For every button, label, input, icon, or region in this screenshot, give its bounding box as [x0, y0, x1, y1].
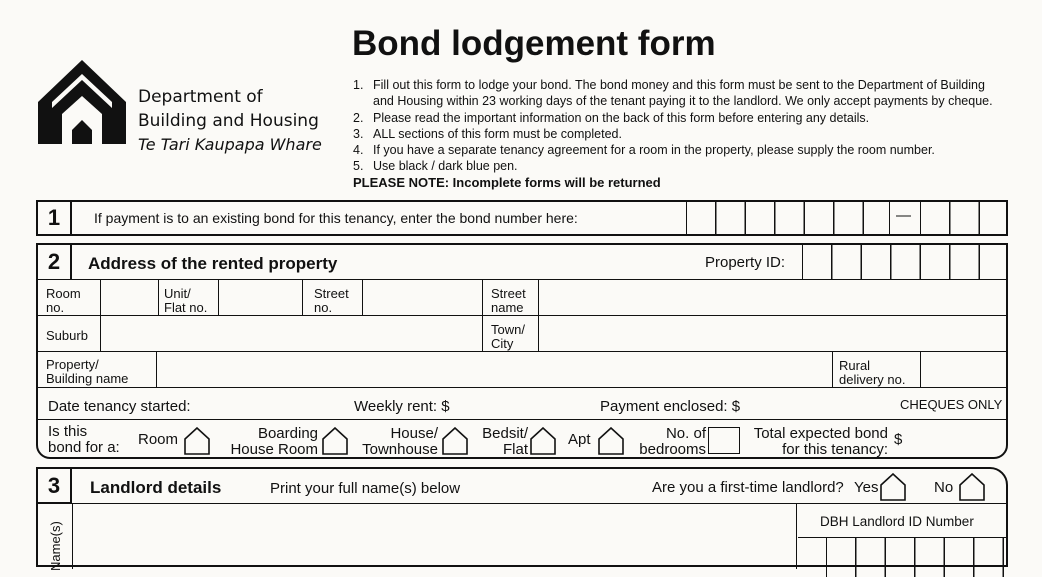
unit-flat-label: Unit/ Flat no. [164, 286, 208, 315]
no-label: No [934, 479, 954, 496]
option-apt-label: Apt [568, 431, 591, 448]
dbh-logo [36, 58, 128, 144]
bedrooms-label: No. of bedrooms [639, 425, 706, 458]
names-side-label: Name(s) [48, 521, 63, 571]
bedsit-checkbox-house-icon[interactable] [530, 427, 556, 455]
section-2-heading: Address of the rented property [88, 254, 338, 273]
first-time-landlord-label: Are you a first-time landlord? [652, 479, 844, 496]
yes-label: Yes [854, 479, 879, 496]
property-building-label: Property/ Building name [46, 357, 129, 386]
bedrooms-input-box[interactable] [708, 427, 740, 454]
existing-bond-label: If payment is to an existing bond for this tenancy, enter the bond number here: [94, 210, 578, 226]
payment-enclosed-label: Payment enclosed: $ [600, 398, 741, 415]
instruction-item: 2. Please read the important information on the back of this form before entering any details. [353, 110, 870, 125]
town-city-label: Town/ City [491, 322, 525, 351]
dbh-house-logo-icon [36, 58, 128, 144]
bond-number-boxes[interactable] [686, 202, 890, 234]
section-2 [36, 243, 1008, 459]
instruction-item: and Housing within 23 working days of the tenant paying it to the landlord. We only accept payments by cheque. [373, 94, 993, 109]
page-title: Bond lodgement form [352, 24, 716, 63]
org-name-line2: Building and Housing [138, 111, 319, 131]
option-boarding-label: Boarding House Room [230, 425, 318, 458]
apt-checkbox-house-icon[interactable] [598, 427, 624, 455]
org-name-line1: Department of [138, 87, 263, 107]
date-tenancy-started-label: Date tenancy started: [48, 398, 191, 415]
yes-checkbox-house-icon[interactable] [880, 473, 906, 501]
bond-for-label: Is this bond for a: [48, 423, 120, 456]
property-id-label: Property ID: [705, 254, 786, 271]
room-no-label: Room no. [46, 286, 81, 315]
house-checkbox-house-icon[interactable] [442, 427, 468, 455]
rural-delivery-label: Rural delivery no. [839, 358, 906, 387]
street-no-label: Street no. [314, 286, 349, 315]
incomplete-note: PLEASE NOTE: Incomplete forms will be returned [353, 174, 661, 190]
dbh-landlord-id-label: DBH Landlord ID Number [820, 514, 974, 529]
boarding-house-checkbox-house-icon[interactable] [322, 427, 348, 455]
weekly-rent-label: Weekly rent: $ [354, 398, 450, 415]
section-1 [36, 200, 1008, 236]
instruction-item: 5. Use black / dark blue pen. [353, 159, 518, 174]
section-3-heading: Landlord details [90, 478, 222, 497]
property-id-boxes[interactable] [802, 245, 1008, 279]
dbh-landlord-id-boxes[interactable] [826, 537, 1008, 577]
section-number: 2 [38, 245, 72, 280]
street-name-label: Street name [491, 286, 526, 315]
instruction-item: 3. ALL sections of this form must be completed. [353, 126, 622, 141]
bond-number-suffix-boxes[interactable] [920, 202, 1008, 234]
total-bond-dollar: $ [894, 431, 903, 448]
instruction-item: 1. Fill out this form to lodge your bond. The bond money and this form must be sent to the Department of Building [353, 78, 985, 92]
section-3 [36, 467, 1008, 571]
org-maori-name: Te Tari Kaupapa Whare [138, 135, 322, 154]
instruction-item: 4. If you have a separate tenancy agreement for a room in the property, please supply the room number. [353, 143, 935, 158]
option-bedsit-label: Bedsit/ Flat [482, 425, 528, 458]
room-checkbox-house-icon[interactable] [184, 427, 210, 455]
cheques-only-label: CHEQUES ONLY [900, 397, 1003, 412]
option-room-label: Room [138, 431, 179, 448]
instructions [353, 77, 1023, 191]
section-number: 3 [38, 469, 72, 503]
bond-number-dash: — [896, 207, 911, 224]
suburb-label: Suburb [46, 328, 88, 343]
print-names-label: Print your full name(s) below [270, 480, 461, 497]
option-house-label: House/ Townhouse [362, 425, 438, 458]
total-bond-label: Total expected bond for this tenancy: [753, 425, 888, 458]
section-number: 1 [38, 202, 72, 234]
no-checkbox-house-icon[interactable] [959, 473, 985, 501]
